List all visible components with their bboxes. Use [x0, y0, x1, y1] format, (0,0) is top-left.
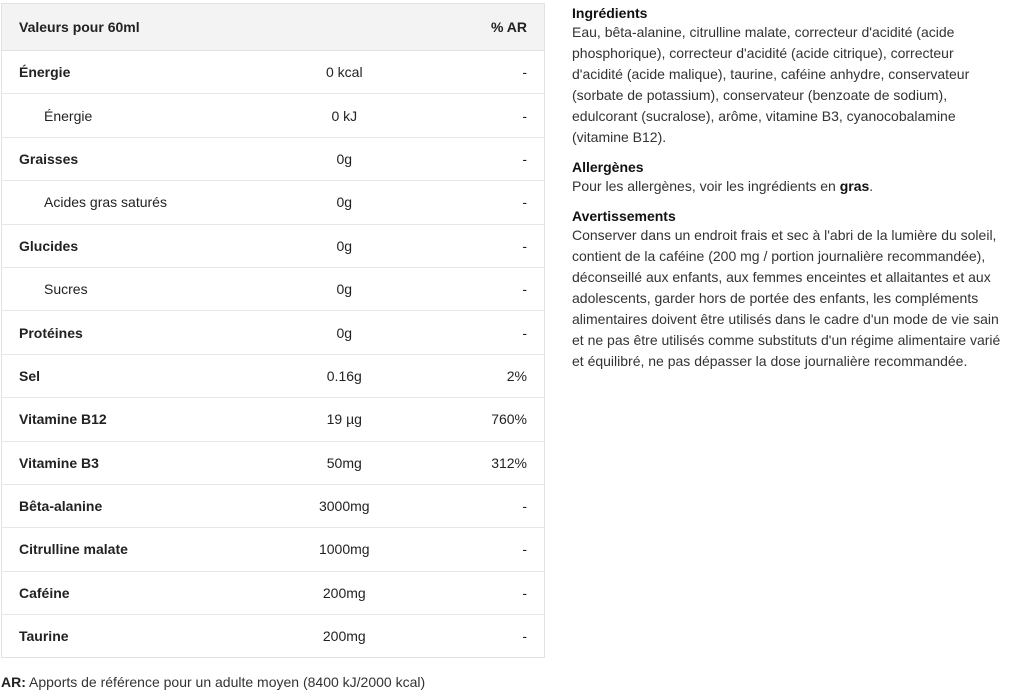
nutrient-ar: - [408, 484, 545, 527]
nutrient-value: 0 kcal [281, 51, 408, 94]
nutrient-value: 19 µg [281, 398, 408, 441]
nutrient-ar: - [408, 51, 545, 94]
allergens-text [572, 176, 1004, 197]
nutrient-value: 0g [281, 137, 408, 180]
table-header-row [2, 4, 545, 51]
table-row [2, 137, 545, 180]
nutrient-value: 3000mg [281, 484, 408, 527]
nutrient-ar: - [408, 94, 545, 137]
nutrient-ar: 312% [408, 441, 545, 484]
table-row [2, 398, 545, 441]
table-row [2, 181, 545, 224]
table-row [2, 354, 545, 397]
nutrient-label: Énergie [2, 94, 281, 137]
nutrient-ar: - [408, 224, 545, 267]
table-row [2, 267, 545, 310]
nutrient-value: 0g [281, 267, 408, 310]
nutrient-label: Bêta-alanine [2, 484, 281, 527]
footnote-text: Apports de référence pour un adulte moyen (8400 kJ/2000 kcal) [25, 674, 426, 690]
table-row [2, 441, 545, 484]
nutrient-label: Vitamine B12 [2, 398, 281, 441]
table-row [2, 615, 545, 658]
nutrient-value: 1000mg [281, 528, 408, 571]
table-row [2, 311, 545, 354]
nutrient-label: Caféine [2, 571, 281, 614]
warnings-title: Avertissements [572, 208, 676, 224]
allergens-text-bold: gras [839, 178, 870, 194]
header-ar: % AR [408, 4, 545, 51]
nutrient-label: Taurine [2, 615, 281, 658]
nutrient-label: Sel [2, 354, 281, 397]
nutrient-ar: 2% [408, 354, 545, 397]
nutrition-table [1, 3, 545, 658]
table-row [2, 224, 545, 267]
nutrient-ar: - [408, 615, 545, 658]
nutrient-value: 200mg [281, 615, 408, 658]
nutrient-ar: - [408, 137, 545, 180]
nutrient-label: Protéines [2, 311, 281, 354]
table-row [2, 94, 545, 137]
nutrient-ar: - [408, 311, 545, 354]
nutrient-ar: - [408, 181, 545, 224]
nutrient-value: 0g [281, 311, 408, 354]
table-row [2, 528, 545, 571]
nutrient-label: Sucres [2, 267, 281, 310]
nutrient-value: 0.16g [281, 354, 408, 397]
footnote-abbr: AR: [1, 674, 26, 690]
header-label: Valeurs pour 60ml [2, 4, 281, 51]
nutrient-label: Graisses [2, 137, 281, 180]
table-row [2, 51, 545, 94]
allergens-text-before: Pour les allergènes, voir les ingrédients en [572, 178, 840, 194]
nutrient-label: Acides gras saturés [2, 181, 281, 224]
nutrient-ar: - [408, 267, 545, 310]
nutrient-ar: - [408, 571, 545, 614]
nutrient-value: 0g [281, 224, 408, 267]
warnings-text: Conserver dans un endroit frais et sec à l'abri de la lumière du soleil, contient de la caféine (200 mg / portion journalière recommandée), déconseillé aux enfants, aux femmes enceintes et allaitantes et aux adolescents, garder hors de portée des enfants, les compléments alimentaires doivent être utilisés dans le cadre d'un mode de vie sain et ne pas être utilisés comme substituts d'un régime alimentaire varié et équilibré, ne pas dépasser la dose journalière recommandée. [572, 227, 1001, 369]
reference-footnote [1, 674, 425, 690]
table-row [2, 571, 545, 614]
nutrient-value: 0g [281, 181, 408, 224]
ingredients-text: Eau, bêta-alanine, citrulline malate, correcteur d'acidité (acide phosphorique), correcteur d'acidité (acide citrique), correcteur d'acidité (acide malique), taurine, caféine anhydre, conservateur (sorbate de potassium), conservateur (benzoate de sodium), edulcorant (sucralose), arôme, vitamine B3, cyanocobalamine (vitamine B12). [572, 24, 970, 145]
nutrient-label: Glucides [2, 224, 281, 267]
allergens-title: Allergènes [572, 159, 644, 175]
header-value [281, 4, 408, 51]
nutrient-value: 50mg [281, 441, 408, 484]
nutrient-label: Citrulline malate [2, 528, 281, 571]
product-info [572, 4, 1004, 382]
nutrient-label: Vitamine B3 [2, 441, 281, 484]
nutrient-value: 0 kJ [281, 94, 408, 137]
allergens-text-after: . [869, 178, 874, 194]
nutrient-ar: 760% [408, 398, 545, 441]
ingredients-title: Ingrédients [572, 5, 648, 21]
nutrient-label: Énergie [2, 51, 281, 94]
table-row [2, 484, 545, 527]
nutrient-ar: - [408, 528, 545, 571]
nutrient-value: 200mg [281, 571, 408, 614]
